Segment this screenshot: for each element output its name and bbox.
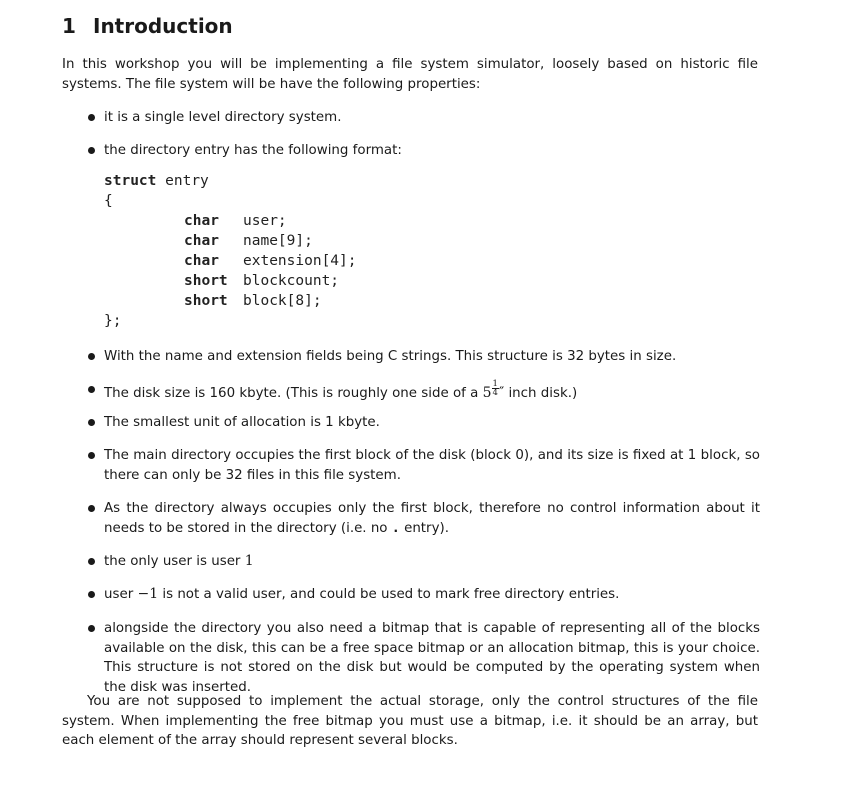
bullet-only-user	[104, 552, 760, 572]
bullet-allocation-unit: The smallest unit of allocation is 1 kbyte.	[104, 413, 760, 433]
code-field	[184, 291, 357, 311]
code-line-struct	[104, 171, 357, 191]
code-field	[184, 251, 357, 271]
code-field-type: char	[184, 233, 219, 249]
disk-size-prime: ″	[498, 385, 505, 401]
code-field	[184, 211, 357, 231]
code-field	[184, 271, 357, 291]
struct-code-block	[104, 171, 357, 311]
disk-size-after: inch disk.)	[504, 386, 578, 401]
fraction-numerator: 1	[492, 379, 498, 389]
code-field-decl: user;	[243, 213, 287, 229]
invalid-user-before: user	[104, 587, 138, 602]
only-user-text: the only user is user	[104, 554, 245, 569]
dot-entry-symbol: .	[391, 520, 400, 536]
disk-size-fraction	[492, 380, 499, 397]
section-number: 1	[62, 14, 76, 38]
section-title: Introduction	[93, 14, 233, 38]
bullet-entry-format: the directory entry has the following format:	[104, 141, 760, 161]
dot-entry-before: As the directory always occupies only the first block, therefore no control information about it needs to be stored in the directory (i.e. no	[104, 501, 760, 536]
code-field-type: char	[184, 213, 219, 229]
code-field-type: char	[184, 253, 219, 269]
code-close-brace: };	[104, 313, 122, 329]
code-field-decl: extension[4];	[243, 253, 357, 269]
code-field	[184, 231, 357, 251]
code-note-text: With the name and extension fields being C strings. This structure is 32 bytes in size.	[104, 349, 677, 364]
code-keyword-struct: struct	[104, 173, 157, 189]
invalid-user-after: is not a valid user, and could be used to mark free directory entries.	[158, 587, 620, 602]
intro-paragraph: In this workshop you will be implementing a file system simulator, loosely based on historic file systems. The file system will be have the following properties:	[62, 57, 758, 92]
closing-paragraph: You are not supposed to implement the actual storage, only the control structures of the file system. When implementing the free bitmap you must use a bitmap, i.e. it should be an array, but each element of the array should represent several blocks.	[62, 694, 758, 748]
invalid-user-value: −1	[137, 586, 159, 602]
bullet-dot-entry	[104, 499, 760, 538]
disk-size-whole: 5	[482, 385, 492, 401]
code-field-type: short	[184, 273, 228, 289]
code-open-brace: {	[104, 193, 113, 209]
bullet-main-directory: The main directory occupies the first block of the disk (block 0), and its size is fixed at 1 block, so there can only be 32 files in this file system.	[104, 446, 760, 485]
bullet-invalid-user	[104, 585, 760, 605]
bullet-bitmap: alongside the directory you also need a bitmap that is capable of representing all of the blocks available on the disk, this can be a free space bitmap or an allocation bitmap, this is your choice. This structure is not stored on the disk but would be computed by the operating system when the disk was inserted.	[104, 619, 760, 697]
code-note	[104, 347, 760, 367]
code-field-decl: block[8];	[243, 293, 322, 309]
dot-entry-after: entry).	[399, 520, 449, 536]
fraction-denominator: 4	[492, 388, 498, 398]
bullet-single-level: it is a single level directory system.	[104, 108, 760, 128]
disk-size-text: The disk size is 160 kbyte. (This is roughly one side of a	[104, 386, 483, 401]
code-field-decl: name[9];	[243, 233, 313, 249]
code-struct-name: entry	[165, 173, 209, 189]
code-field-type: short	[184, 293, 228, 309]
bullet-disk-size	[104, 380, 760, 404]
section-heading	[62, 12, 233, 40]
only-user-value: 1	[244, 553, 254, 569]
code-field-decl: blockcount;	[243, 273, 340, 289]
